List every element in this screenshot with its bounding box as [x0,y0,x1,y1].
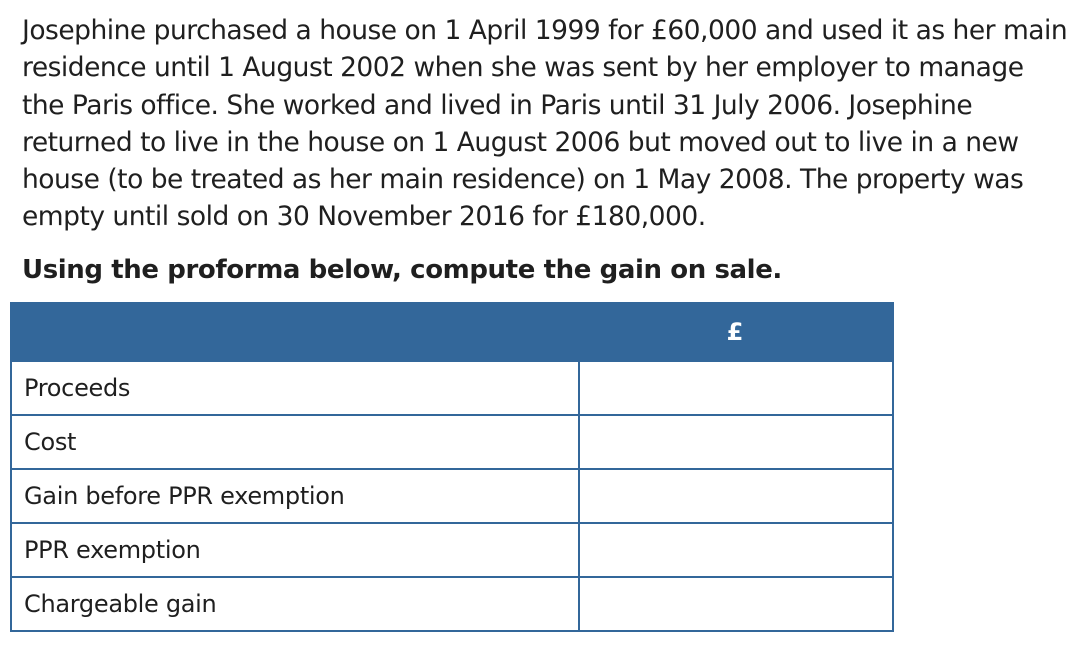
table-row [11,577,893,631]
proforma-header-label [11,303,579,361]
row-value-chargeable-gain[interactable] [579,577,893,631]
row-label-chargeable-gain: Chargeable gain [11,577,579,631]
row-value-gain-before-ppr[interactable] [579,469,893,523]
row-value-cost[interactable] [579,415,893,469]
row-value-proceeds[interactable] [579,361,893,415]
row-label-gain-before-ppr: Gain before PPR exemption [11,469,579,523]
question-scenario: Josephine purchased a house on 1 April 1999 for £60,000 and used it as her main residence until 1 August 2002 when she was sent by her employer to manage the Paris office. She worked and lived in Paris until 31 July 2006. Josephine returned to live in the house on 1 August 2006 but moved out to live in a new house (to be treated as her main residence) on 1 May 2008. The property was empty until sold on 30 November 2016 for £180,000. [22,15,1068,233]
row-value-ppr-exemption[interactable] [579,523,893,577]
proforma-header-row [11,303,893,361]
proforma-header-currency [579,303,893,361]
currency-symbol: £ [726,318,744,346]
row-label-ppr-exemption: PPR exemption [11,523,579,577]
question-instruction: Using the proforma below, compute the gain on sale. [22,255,782,285]
table-row [11,415,893,469]
row-label-cost: Cost [11,415,579,469]
table-row [11,361,893,415]
row-label-proceeds: Proceeds [11,361,579,415]
table-row [11,469,893,523]
table-row [11,523,893,577]
proforma-table [10,302,894,632]
